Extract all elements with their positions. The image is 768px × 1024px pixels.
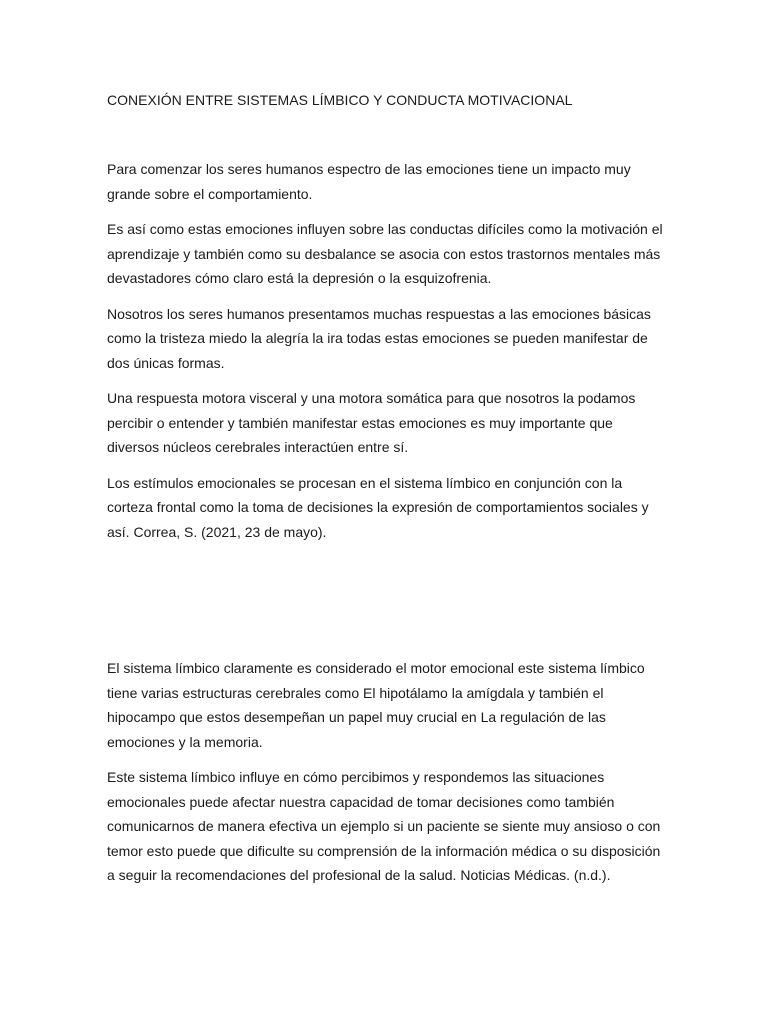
paragraph: Es así como estas emociones influyen sobre las conductas difíciles como la motivación el aprendizaje y también como su desbalance se asocia con estos trastornos mentales más devastadores cómo claro está la depresión o la esquizofrenia. xyxy=(107,221,663,286)
paragraph: Nosotros los seres humanos presentamos muchas respuestas a las emociones básicas como la tristeza miedo la alegría la ira todas estas emociones se pueden manifestar de dos únicas formas. xyxy=(107,305,651,371)
paragraph: Este sistema límbico influye en cómo percibimos y respondemos las situaciones emocionales puede afectar nuestra capacidad de tomar decisiones como también comunicarnos de manera efectiva un ejemplo si un paciente se siente muy ansioso o con temor esto puede que dificulte su comprensión de la información médica o su disposición a seguir la recomendaciones del profesional de la salud. Noticias Médicas. (n.d.). xyxy=(107,769,661,883)
paragraph: Los estímulos emocionales se procesan en el sistema límbico en conjunción con la corteza frontal como la toma de decisiones la expresión de comportamientos sociales y así. Correa, S. (2021, 23 de mayo). xyxy=(107,474,649,540)
paragraph: Una respuesta motora visceral y una motora somática para que nosotros la podamos percibir o entender y también manifestar estas emociones es muy importante que diversos núcleos cerebrales interactúen entre sí. xyxy=(107,390,636,455)
document-title: CONEXIÓN ENTRE SISTEMAS LÍMBICO Y CONDUCTA MOTIVACIONAL xyxy=(107,92,573,108)
section-limbic-system xyxy=(107,656,663,899)
paragraph: Para comenzar los seres humanos espectro de las emociones tiene un impacto muy grande sobre el comportamiento. xyxy=(107,161,631,202)
paragraph: El sistema límbico claramente es considerado el motor emocional este sistema límbico tiene varias estructuras cerebrales como El hipotálamo la amígdala y también el hipocampo que estos desempeñan un papel muy crucial en La regulación de las emociones y la memoria. xyxy=(107,660,645,750)
section-introduction xyxy=(107,157,663,555)
